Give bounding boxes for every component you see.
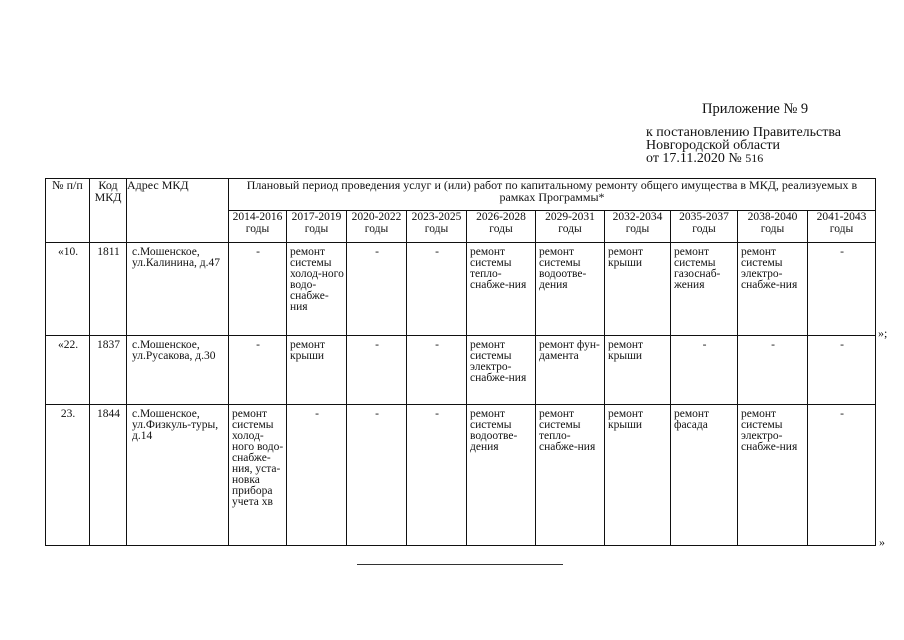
work-cell: - (808, 243, 876, 336)
date-text: от 17.11.2020 № (646, 151, 742, 166)
building-address: с.Мошенское, ул.Калинина, д.47 (127, 243, 229, 336)
col-header-address: Адрес МКД (127, 179, 229, 243)
work-cell: - (347, 243, 407, 336)
work-cell: ремонт крыши (605, 336, 671, 405)
year-header: 2038-2040 годы (738, 211, 808, 243)
work-cell: ремонт системы газоснаб-жения (671, 243, 738, 336)
work-cell: ремонт системы холод-ного водо-снабже-ния (287, 243, 347, 336)
work-cell: - (407, 405, 467, 546)
table-row (46, 405, 876, 546)
building-address: с.Мошенское, ул.Физкуль-туры, д.14 (127, 405, 229, 546)
date-line (646, 152, 763, 165)
work-cell: - (347, 405, 407, 546)
building-address: с.Мошенское, ул.Русакова, д.30 (127, 336, 229, 405)
resolution-line: к постановлению Правительства (646, 125, 842, 140)
year-header: 2026-2028 годы (467, 211, 536, 243)
capital-repair-table (45, 178, 876, 546)
region-line: Новгородской области (646, 138, 780, 153)
work-cell: - (808, 405, 876, 546)
work-cell: - (407, 243, 467, 336)
year-header: 2035-2037 годы (671, 211, 738, 243)
table-row (46, 243, 876, 336)
work-cell: - (407, 336, 467, 405)
work-cell: ремонт системы холод-ного водо-снабже-ния, уста-новка прибора учета хв (229, 405, 287, 546)
year-header: 2041-2043 годы (808, 211, 876, 243)
work-cell: ремонт системы электро-снабже-ния (738, 243, 808, 336)
work-cell: - (229, 336, 287, 405)
year-header: 2020-2022 годы (347, 211, 407, 243)
appendix-title: Приложение № 9 (702, 101, 809, 117)
work-cell: - (671, 336, 738, 405)
work-cell: ремонт фасада (671, 405, 738, 546)
work-cell: ремонт системы водоотве-дения (467, 405, 536, 546)
work-cell: - (738, 336, 808, 405)
work-cell: ремонт системы водоотве-дения (536, 243, 605, 336)
work-cell: - (287, 405, 347, 546)
year-header: 2023-2025 годы (407, 211, 467, 243)
work-cell: ремонт системы электро-снабже-ния (467, 336, 536, 405)
work-cell: - (347, 336, 407, 405)
row-suffix-closing: »; (878, 326, 888, 340)
row-number: 23. (46, 405, 90, 546)
row-suffix-end: » (879, 535, 885, 549)
building-code: 1811 (90, 243, 127, 336)
work-cell: - (808, 336, 876, 405)
work-cell: - (229, 243, 287, 336)
work-cell: ремонт системы электро-снабже-ния (738, 405, 808, 546)
footnote-separator (357, 564, 563, 565)
work-cell: ремонт системы тепло-снабже-ния (467, 243, 536, 336)
building-code: 1844 (90, 405, 127, 546)
year-header: 2032-2034 годы (605, 211, 671, 243)
row-number: «10. (46, 243, 90, 336)
table-row (46, 336, 876, 405)
resolution-number: 516 (745, 151, 764, 165)
year-header: 2014-2016 годы (229, 211, 287, 243)
year-header: 2029-2031 годы (536, 211, 605, 243)
col-header-code: Код МКД (90, 179, 127, 243)
work-cell: ремонт системы тепло-снабже-ния (536, 405, 605, 546)
work-cell: ремонт фун-дамента (536, 336, 605, 405)
building-code: 1837 (90, 336, 127, 405)
work-cell: ремонт крыши (605, 243, 671, 336)
work-cell: ремонт крыши (287, 336, 347, 405)
year-header: 2017-2019 годы (287, 211, 347, 243)
work-cell: ремонт крыши (605, 405, 671, 546)
period-header: Плановый период проведения услуг и (или) работ по капитальному ремонту общего имущества в МКД, реализуемых в рамках Программы* (229, 179, 876, 211)
col-header-num: № п/п (46, 179, 90, 243)
row-number: «22. (46, 336, 90, 405)
